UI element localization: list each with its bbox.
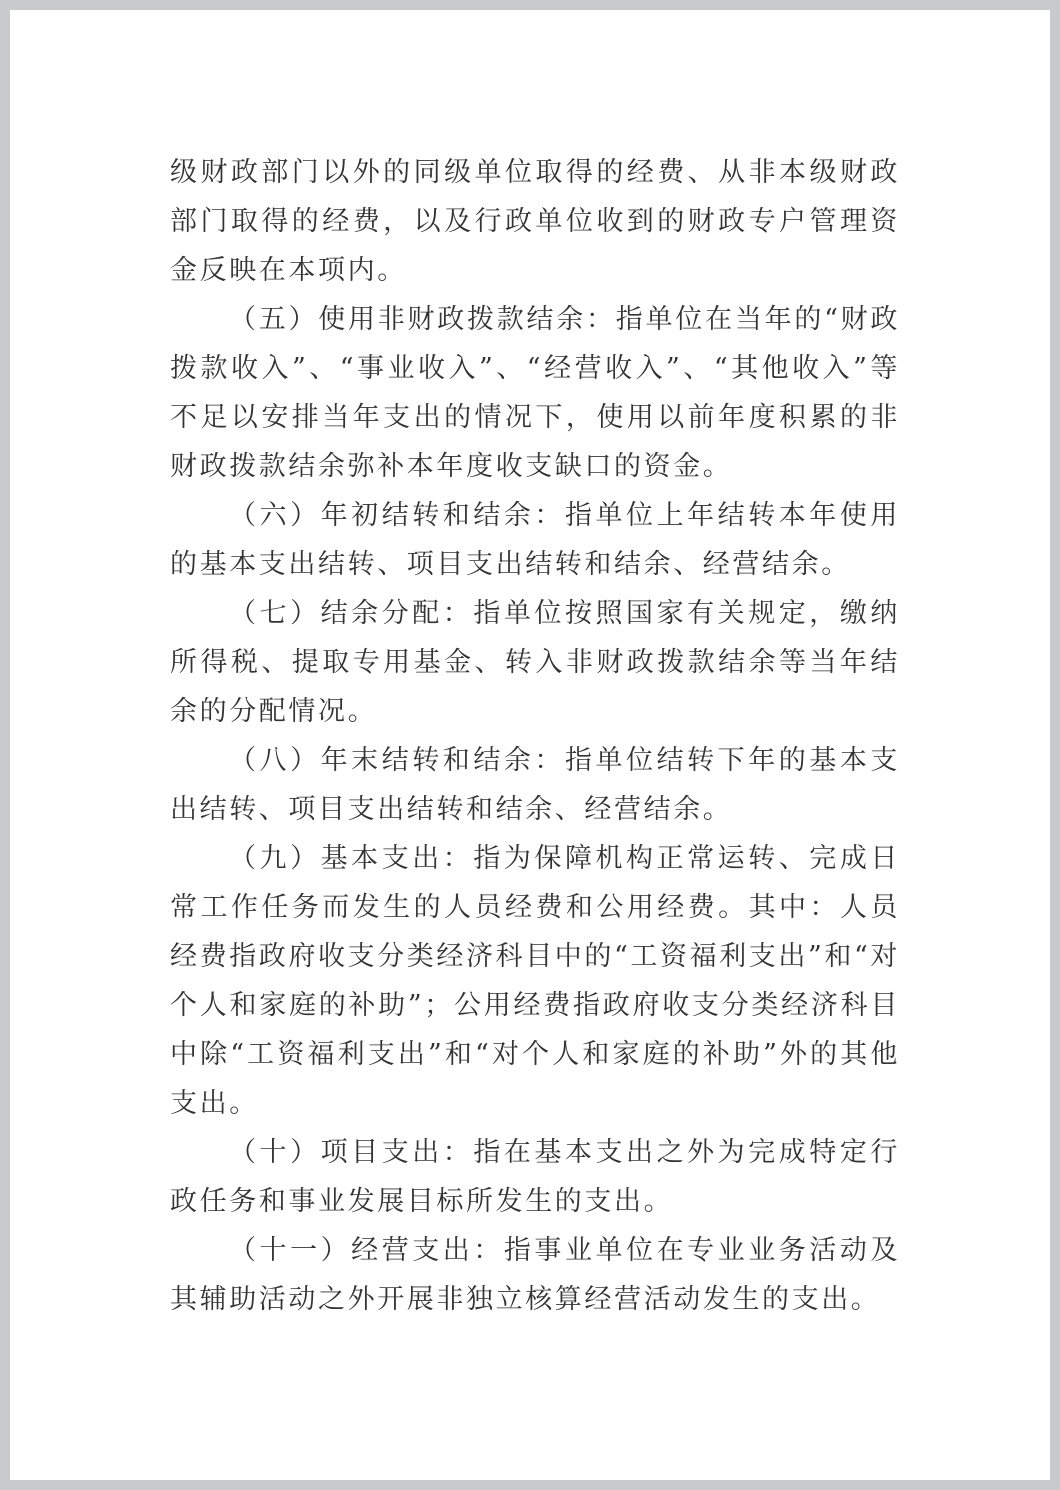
paragraph-item-5: （五）使用非财政拨款结余：指单位在当年的“财政拨款收入”、“事业收入”、“经营收入”、“其他收入”等不足以安排当年支出的情况下，使用以前年度积累的非财政拨款结余弥补本年度收支缺口的资金。	[170, 304, 900, 482]
paragraph-item-7: （七）结余分配：指单位按照国家有关规定，缴纳所得税、提取专用基金、转入非财政拨款结余等当年结余的分配情况。	[170, 598, 900, 727]
paragraph-item-8: （八）年末结转和结余：指单位结转下年的基本支出结转、项目支出结转和结余、经营结余。	[170, 745, 900, 825]
paragraph-continuation: 级财政部门以外的同级单位取得的经费、从非本级财政部门取得的经费，以及行政单位收到的财政专户管理资金反映在本项内。	[170, 157, 900, 286]
paragraph-item-10: （十）项目支出：指在基本支出之外为完成特定行政任务和事业发展目标所发生的支出。	[170, 1137, 900, 1217]
paragraph-item-9: （九）基本支出：指为保障机构正常运转、完成日常工作任务而发生的人员经费和公用经费。其中：人员经费指政府收支分类经济科目中的“工资福利支出”和“对个人和家庭的补助”；公用经费指政府收支分类经济科目中除“工资福利支出”和“对个人和家庭的补助”外的其他支出。	[170, 843, 901, 1119]
document-page	[10, 10, 1050, 1480]
document-body	[170, 148, 900, 1324]
paragraph-item-6: （六）年初结转和结余：指单位上年结转本年使用的基本支出结转、项目支出结转和结余、经营结余。	[170, 500, 900, 580]
paragraph-item-11: （十一）经营支出：指事业单位在专业业务活动及其辅助活动之外开展非独立核算经营活动发生的支出。	[170, 1235, 900, 1315]
